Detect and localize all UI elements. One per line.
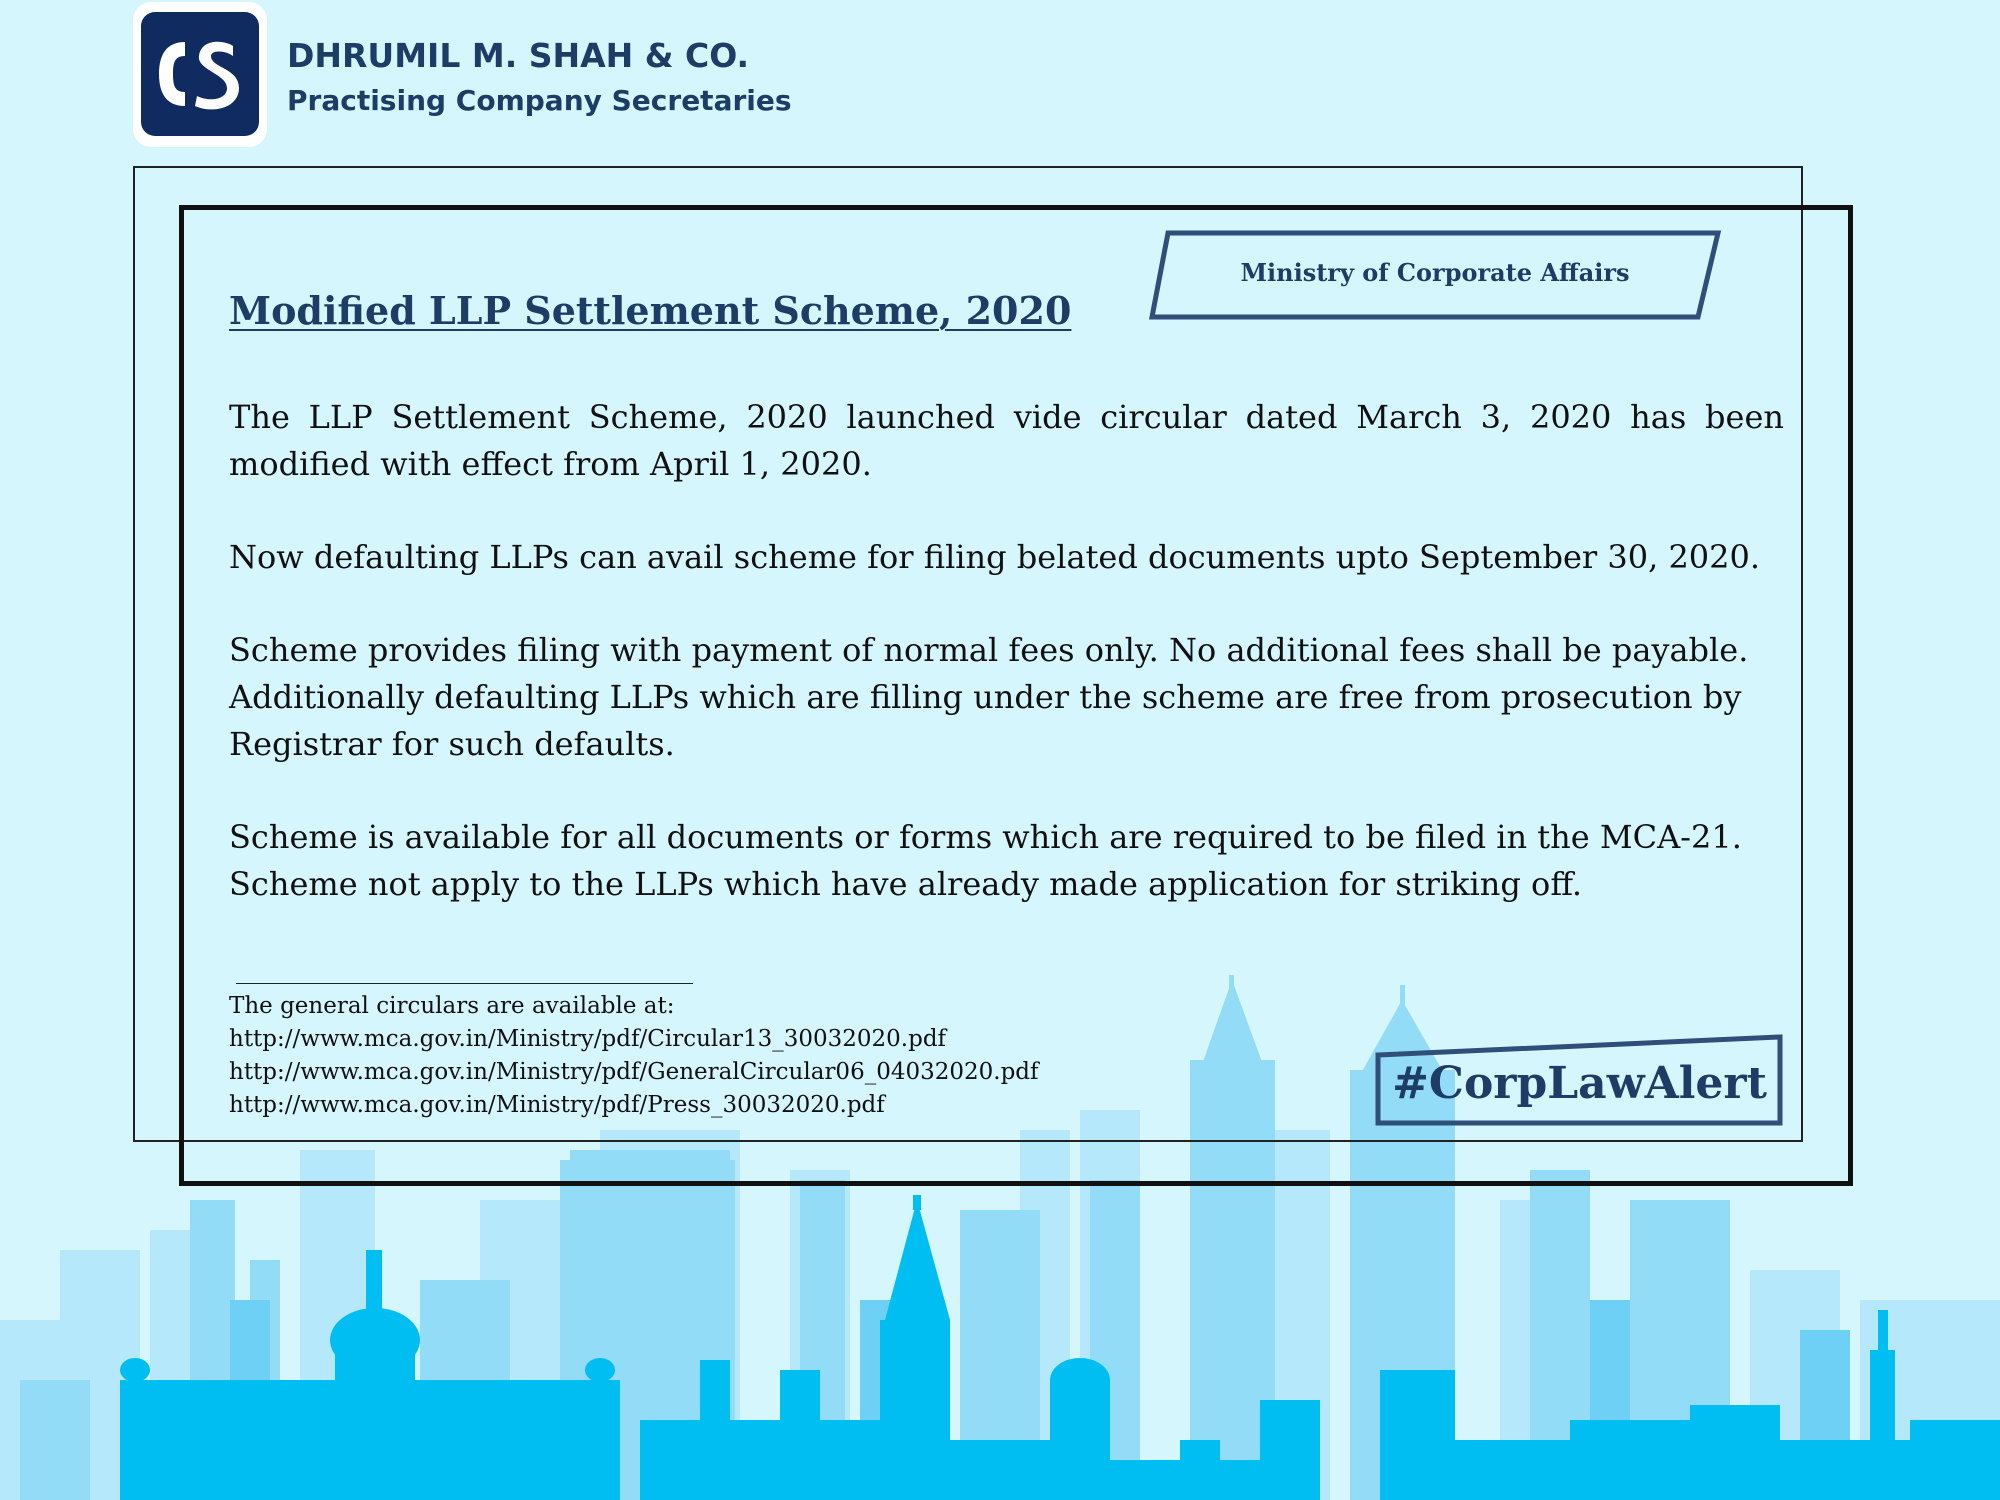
circular-link[interactable]: http://www.mca.gov.in/Ministry/pdf/Press_30032020.pdf bbox=[229, 1092, 885, 1118]
hashtag-label: #CorpLawAlert bbox=[1392, 1058, 1767, 1109]
footnote-intro: The general circulars are available at: bbox=[229, 993, 675, 1019]
firm-tagline: Practising Company Secretaries bbox=[287, 84, 792, 117]
paragraph-fees bbox=[229, 627, 1784, 768]
footnote-divider bbox=[236, 983, 693, 984]
paragraph-launch: The LLP Settlement Scheme, 2020 launched vide circular dated March 3, 2020 has been modified with effect from April 1, 2020. bbox=[229, 398, 1784, 483]
paragraph-line: Scheme provides filing with payment of normal fees only. No additional fees shall be payable. bbox=[229, 631, 1749, 669]
page-title: Modified LLP Settlement Scheme, 2020 bbox=[229, 288, 1072, 333]
firm-name: DHRUMIL M. SHAH & CO. bbox=[287, 36, 750, 75]
circular-link[interactable]: http://www.mca.gov.in/Ministry/pdf/Circular13_30032020.pdf bbox=[229, 1026, 947, 1052]
paragraph-line: Scheme not apply to the LLPs which have already made application for striking off. bbox=[229, 865, 1583, 903]
paragraph-line: Additionally defaulting LLPs which are filling under the scheme are free from prosecution by bbox=[229, 678, 1742, 716]
circular-link[interactable]: http://www.mca.gov.in/Ministry/pdf/GeneralCircular06_04032020.pdf bbox=[229, 1059, 1039, 1085]
cs-logo-icon bbox=[141, 12, 259, 136]
paragraph-line: Scheme is available for all documents or forms which are required to be filed in the MCA-21. bbox=[229, 818, 1742, 856]
paragraph-deadline: Now defaulting LLPs can avail scheme for filing belated documents upto September 30, 2020. bbox=[229, 538, 1761, 576]
ministry-badge-label: Ministry of Corporate Affairs bbox=[1240, 258, 1630, 287]
paragraph-line: Registrar for such defaults. bbox=[229, 725, 675, 763]
company-logo bbox=[133, 2, 267, 147]
paragraph-applicability bbox=[229, 814, 1784, 908]
